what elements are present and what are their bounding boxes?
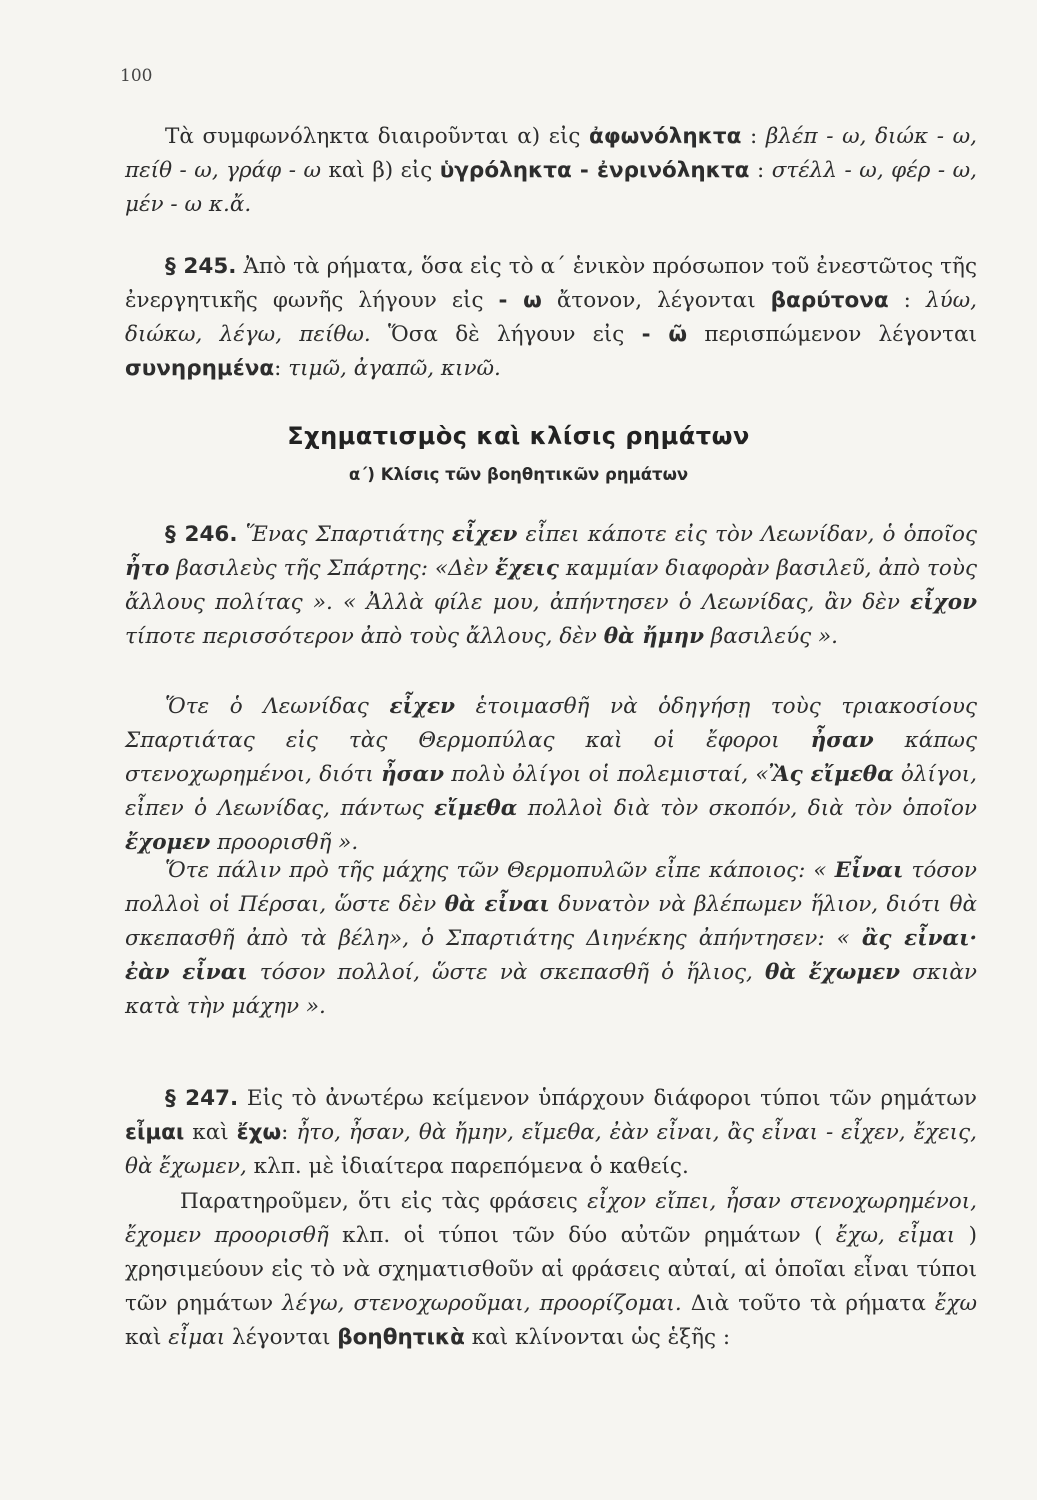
paragraph-auxiliary-verbs: Παρατηροῦμεν, ὅτι εἰς τὰς φράσεις εἶχον εἴπει, ἦσαν στενοχωρημένοι, ἔχομεν προορισθῆ κλπ. οἱ τύποι τῶν δύο αὐτῶν ρημάτων ( ἔχω, εἶμαι ) χρησιμεύουν εἰς τὸ νὰ σχηματισθοῦν αἱ φράσεις αὐταί, αἱ ὁποῖαι εἶναι τύποι τῶν ρημάτων λέγω, στενοχωροῦμαι, προορίζομαι. Διὰ τοῦτο τὰ ρήματα ἔχω καὶ εἶμαι λέγονται βοηθητικὰ καὶ κλίνονται ὡς ἑξῆς : — [125, 1189, 977, 1350]
paragraph-section-245: § 245. Ἀπὸ τὰ ρήματα, ὅσα εἰς τὸ α΄ ἑνικὸν πρόσωπον τοῦ ἐνεστῶτος τῆς ἐνεργητικῆς φωνῆς λήγουν εἰς - ω ἄτονον, λέγονται βαρύτονα : λύω, διώκω, λέγω, πείθω. Ὅσα δὲ λήγουν εἰς - ῶ περισπώμενον λέγονται συνηρημένα: τιμῶ, ἀγαπῶ, κινῶ. — [125, 254, 978, 381]
section-number: § 246. — [165, 522, 238, 547]
paragraph-section-246: § 246. Ἕνας Σπαρτιάτης εἶχεν εἶπει κάποτε εἰς τὸν Λεωνίδαν, ὁ ὁποῖος ἦτο βασιλεὺς τῆς Σπάρτης: «Δὲν ἔχεις καμμίαν διαφορὰν βασιλεῦ, ἀπὸ τοὺς ἄλλους πολίτας ». « Ἀλλὰ φίλε μου, ἀπήντησεν ὁ Λεωνίδας, ἂν δὲν εἶχον τίποτε περισσότερον ἀπὸ τοὺς ἄλλους, δὲν θὰ ἤμην βασιλεύς ». — [125, 522, 977, 649]
section-number: § 245. — [165, 254, 237, 279]
paragraph-section-247: § 247. Εἰς τὸ ἀνωτέρω κείμενον ὑπάρχουν διάφοροι τύποι τῶν ρημάτων εἶμαι καὶ ἔχω: ἦτο, ἦσαν, θὰ ἤμην, εἴμεθα, ἐὰν εἶναι, ἂς εἶναι - εἶχεν, ἔχεις, θὰ ἔχωμεν, κλπ. μὲ ἰδιαίτερα παρεπόμενα ὁ καθείς. — [125, 1086, 977, 1179]
paragraph-consonant-stems: Τὰ συμφωνόληκτα διαιροῦνται α) εἰς ἀφωνόληκτα : βλέπ - ω, διώκ - ω, πείθ - ω, γράφ - ω καὶ β) εἰς ὑγρόληκτα - ἐνρινόληκτα : στέλλ - ω, φέρ - ω, μέν - ω κ.ἄ. — [125, 124, 977, 217]
section-number: § 247. — [165, 1086, 239, 1111]
page-number: 100 — [120, 66, 153, 86]
paragraph-leonidas-thermopylae: Ὅτε ὁ Λεωνίδας εἶχεν ἑτοιμασθῆ νὰ ὁδηγήσῃ τοὺς τριακοσίους Σπαρτιάτας εἰς τὰς Θερμοπύλας καὶ οἱ ἔφοροι ἦσαν κάπως στενοχωρημένοι, διότι ἦσαν πολὺ ὀλίγοι οἱ πολεμισταί, «Ἂς εἴμεθα ὀλίγοι, εἶπεν ὁ Λεωνίδας, πάντως εἴμεθα πολλοὶ διὰ τὸν σκοπόν, διὰ τὸν ὁποῖον ἔχομεν προορισθῆ ». — [125, 694, 978, 855]
chapter-subheading: α΄) Κλίσις τῶν βοηθητικῶν ρημάτων — [348, 465, 689, 484]
paragraph-dienekes: Ὅτε πάλιν πρὸ τῆς μάχης τῶν Θερμοπυλῶν εἶπε κάποιος: « Εἶναι τόσον πολλοὶ οἱ Πέρσαι, ὥστε δὲν θὰ εἶναι δυνατὸν νὰ βλέπωμεν ἥλιον, διότι θὰ σκεπασθῆ ἀπὸ τὰ βέλη», ὁ Σπαρτιάτης Διηνέκης ἀπήντησεν: « ἂς εἶναι· ἐὰν εἶναι τόσον πολλοί, ὥστε νὰ σκεπασθῆ ὁ ἥλιος, θὰ ἔχωμεν σκιὰν κατὰ τὴν μάχην ». — [125, 858, 977, 1019]
chapter-heading: Σχηματισμὸς καὶ κλίσις ρημάτων — [287, 422, 750, 450]
